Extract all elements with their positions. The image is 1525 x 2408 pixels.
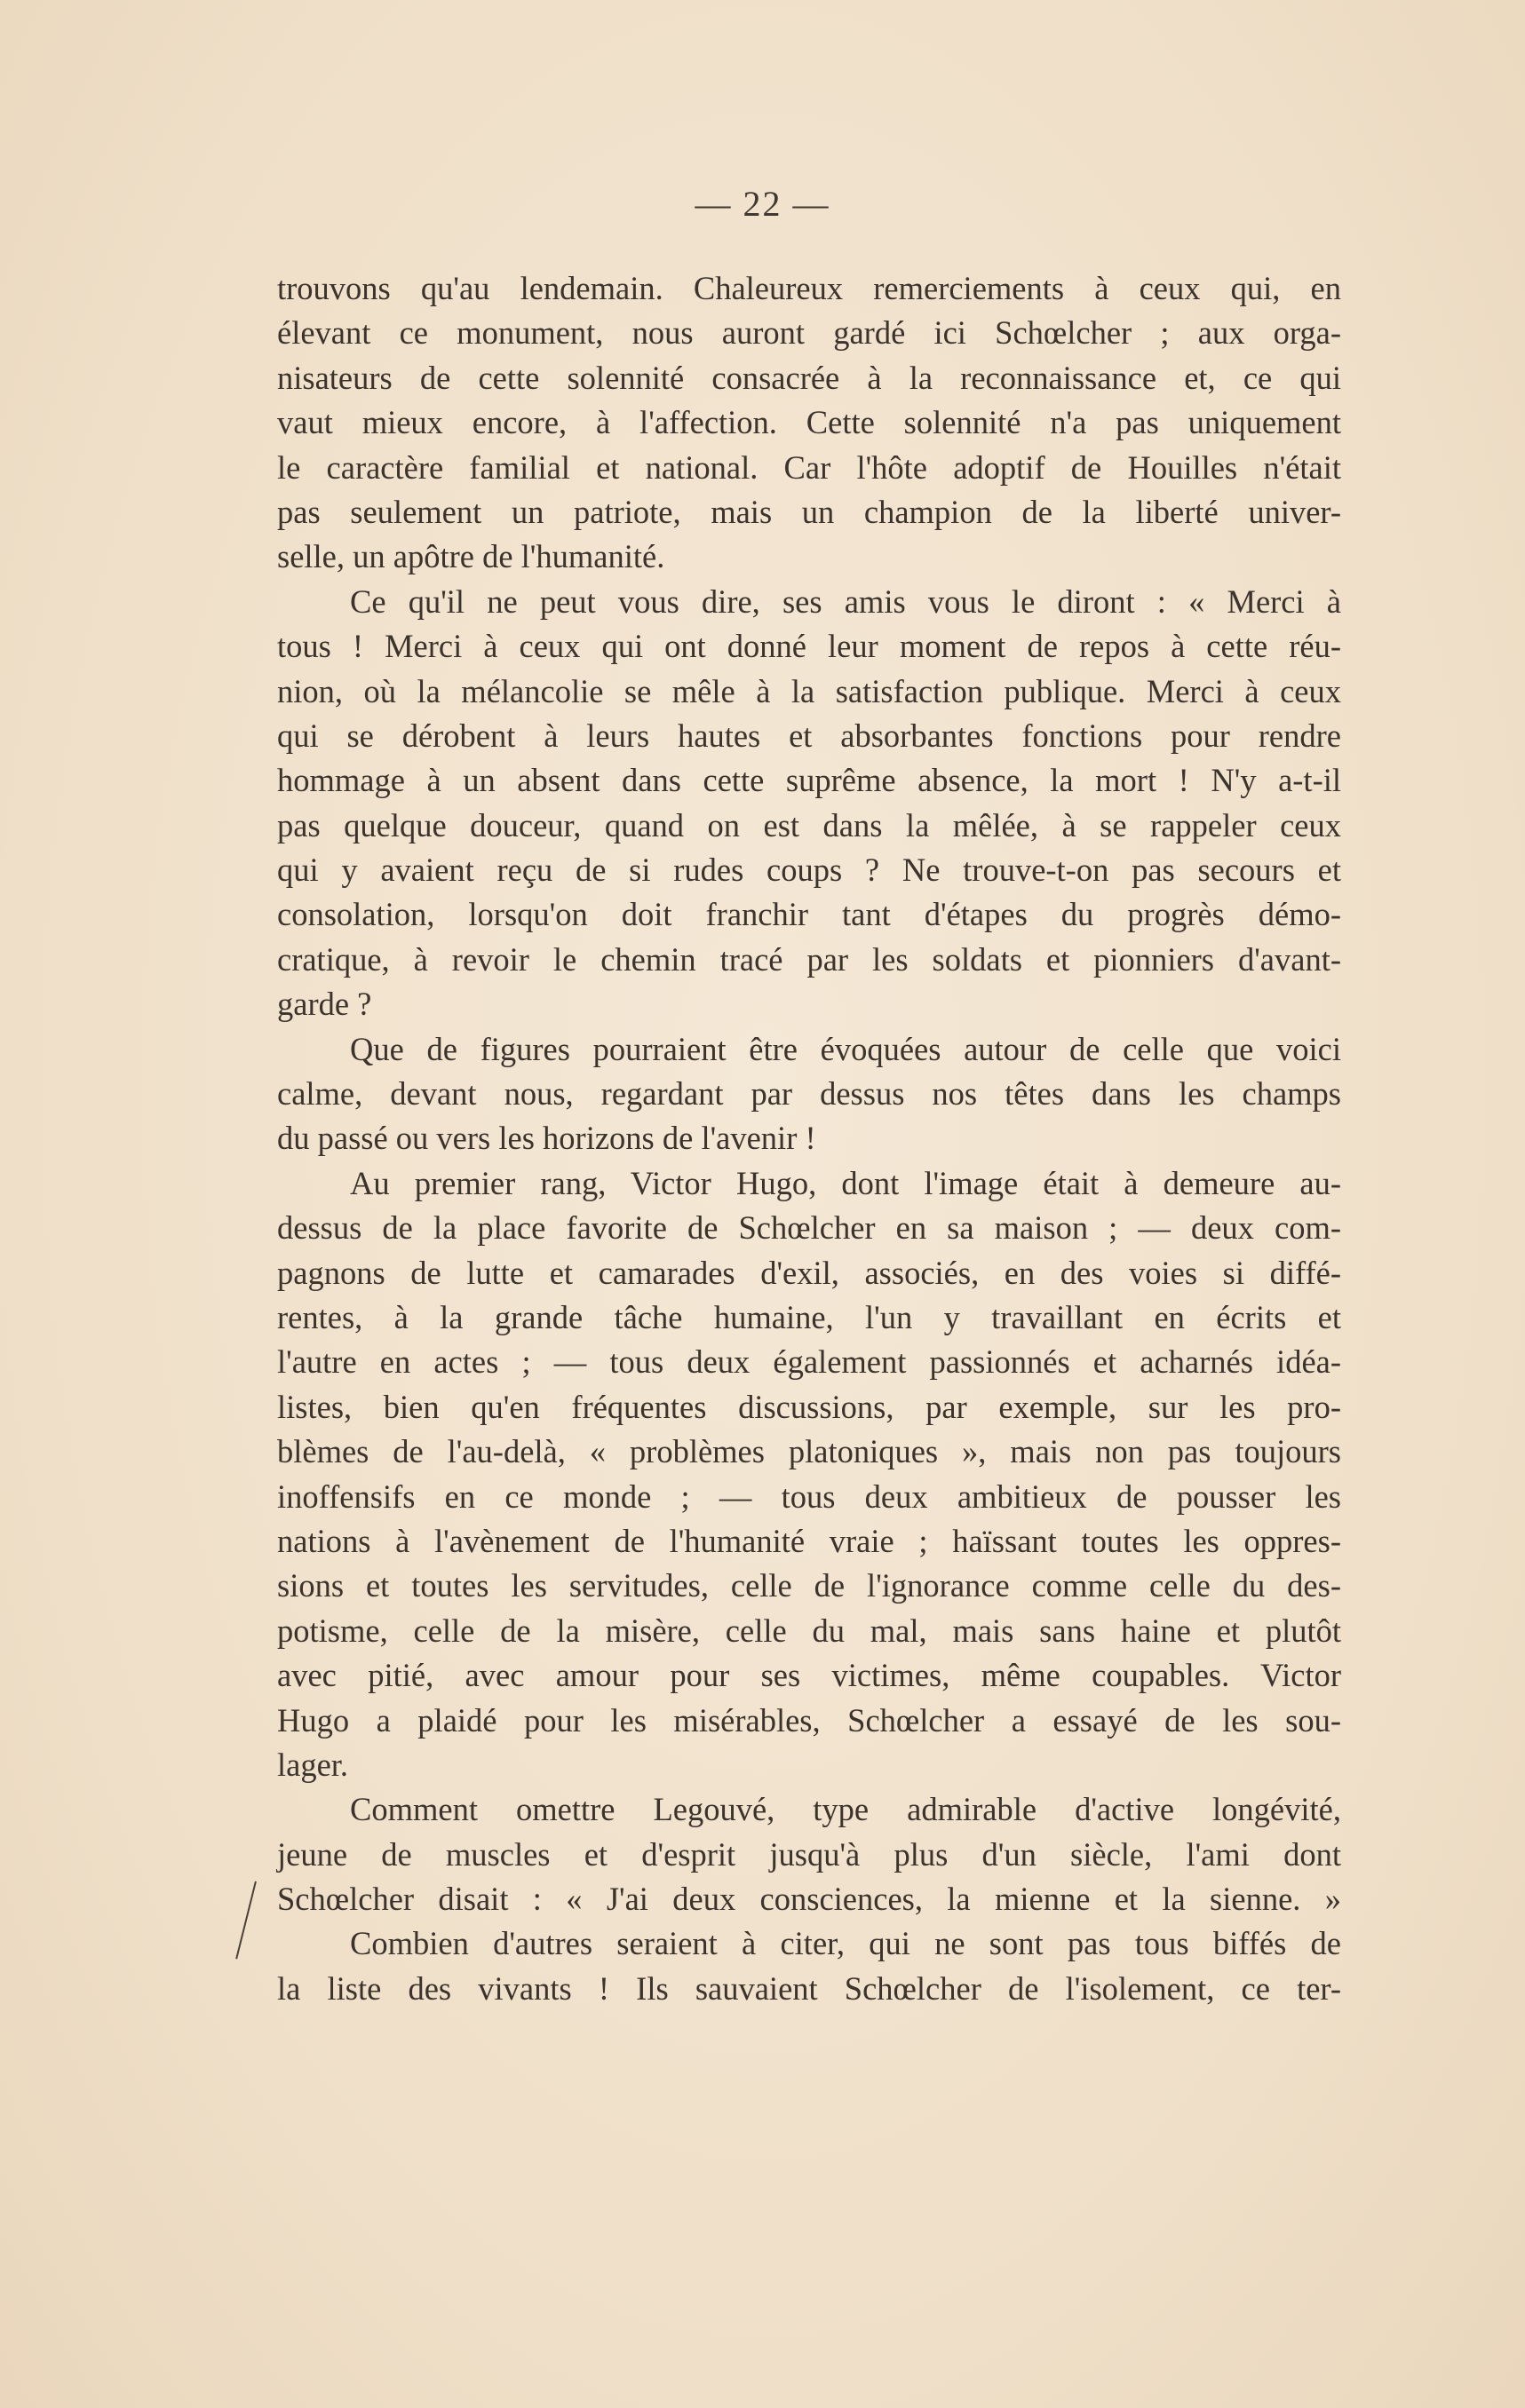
text-line: Schœlcher disait : « J'ai deux consciences, la mienne et la sienne. » [277, 1881, 1341, 1918]
text-line: vaut mieux encore, à l'affection. Cette solennité n'a pas uniquement [277, 404, 1341, 441]
text-line: qui se dérobent à leurs hautes et absorbantes fonctions pour rendre [277, 717, 1341, 754]
text-line: Hugo a plaidé pour les misérables, Schœlcher a essayé de les sou- [277, 1701, 1341, 1739]
text-line: l'autre en actes ; — tous deux également passionnés et acharnés idéa- [277, 1343, 1341, 1381]
page-number: — 22 — [695, 184, 830, 224]
text-line: avec pitié, avec amour pour ses victimes, même coupables. Victor [277, 1657, 1341, 1694]
text-line: pas seulement un patriote, mais un champion de la liberté univer- [277, 493, 1341, 530]
text-line: sions et toutes les servitudes, celle de l'ignorance comme celle du des- [277, 1567, 1341, 1604]
text-line: Ce qu'il ne peut vous dire, ses amis vous le diront : « Merci à [350, 582, 1341, 620]
text-line: Comment omettre Legouvé, type admirable d'active longévité, [350, 1791, 1341, 1828]
text-line: rentes, à la grande tâche humaine, l'un y travaillant en écrits et [277, 1298, 1341, 1335]
text-line: lager. [277, 1746, 349, 1783]
text-line: la liste des vivants ! Ils sauvaient Schœlcher de l'isolement, ce ter- [277, 1969, 1341, 2007]
text-line: dessus de la place favorite de Schœlcher en sa maison ; — deux com- [277, 1209, 1341, 1247]
text-line: le caractère familial et national. Car l'hôte adoptif de Houilles n'était [277, 448, 1341, 486]
text-line: garde ? [277, 986, 372, 1023]
text-line: trouvons qu'au lendemain. Chaleureux remerciements à ceux qui, en [277, 270, 1341, 306]
margin-pencil-mark [235, 1881, 260, 1960]
text-line: qui y avaient reçu de si rudes coups ? Ne trouve-t-on pas secours et [277, 852, 1341, 889]
text-line: pagnons de lutte et camarades d'exil, associés, en des voies si diffé- [277, 1254, 1341, 1291]
text-line: hommage à un absent dans cette suprême absence, la mort ! N'y a-t-il [277, 762, 1341, 799]
text-line: nisateurs de cette solennité consacrée à la reconnaissance et, ce qui [277, 359, 1341, 396]
text-line: tous ! Merci à ceux qui ont donné leur moment de repos à cette réu- [277, 628, 1341, 665]
text-line: jeune de muscles et d'esprit jusqu'à plus d'un siècle, l'ami dont [277, 1835, 1341, 1873]
text-line: du passé ou vers les horizons de l'avenir ! [277, 1120, 816, 1157]
text-line: calme, devant nous, regardant par dessus nos têtes dans les champs [277, 1075, 1341, 1113]
text-line: élevant ce monument, nous auront gardé ici Schœlcher ; aux orga- [277, 314, 1341, 352]
text-line: blèmes de l'au-delà, « problèmes platoniques », mais non pas toujours [277, 1433, 1341, 1470]
text-line: Combien d'autres seraient à citer, qui ne sont pas tous biffés de [350, 1925, 1341, 1962]
text-line: Au premier rang, Victor Hugo, dont l'image était à demeure au- [350, 1164, 1341, 1201]
body-text [277, 266, 1341, 2011]
text-line: nion, où la mélancolie se mêle à la satisfaction publique. Merci à ceux [277, 672, 1341, 709]
text-line: listes, bien qu'en fréquentes discussions, par exemple, sur les pro- [277, 1388, 1341, 1425]
text-line: potisme, celle de la misère, celle du mal, mais sans haine et plutôt [277, 1612, 1341, 1649]
text-line: pas quelque douceur, quand on est dans la mêlée, à se rappeler ceux [277, 806, 1341, 844]
text-line: nations à l'avènement de l'humanité vraie ; haïssant toutes les oppres- [277, 1522, 1341, 1559]
text-line: selle, un apôtre de l'humanité. [277, 538, 665, 575]
text-line: Que de figures pourraient être évoquées autour de celle que voici [350, 1030, 1341, 1067]
text-line: consolation, lorsqu'on doit franchir tant d'étapes du progrès démo- [277, 896, 1341, 933]
text-line: cratique, à revoir le chemin tracé par les soldats et pionniers d'avant- [277, 940, 1341, 978]
text-line: inoffensifs en ce monde ; — tous deux ambitieux de pousser les [277, 1477, 1341, 1515]
